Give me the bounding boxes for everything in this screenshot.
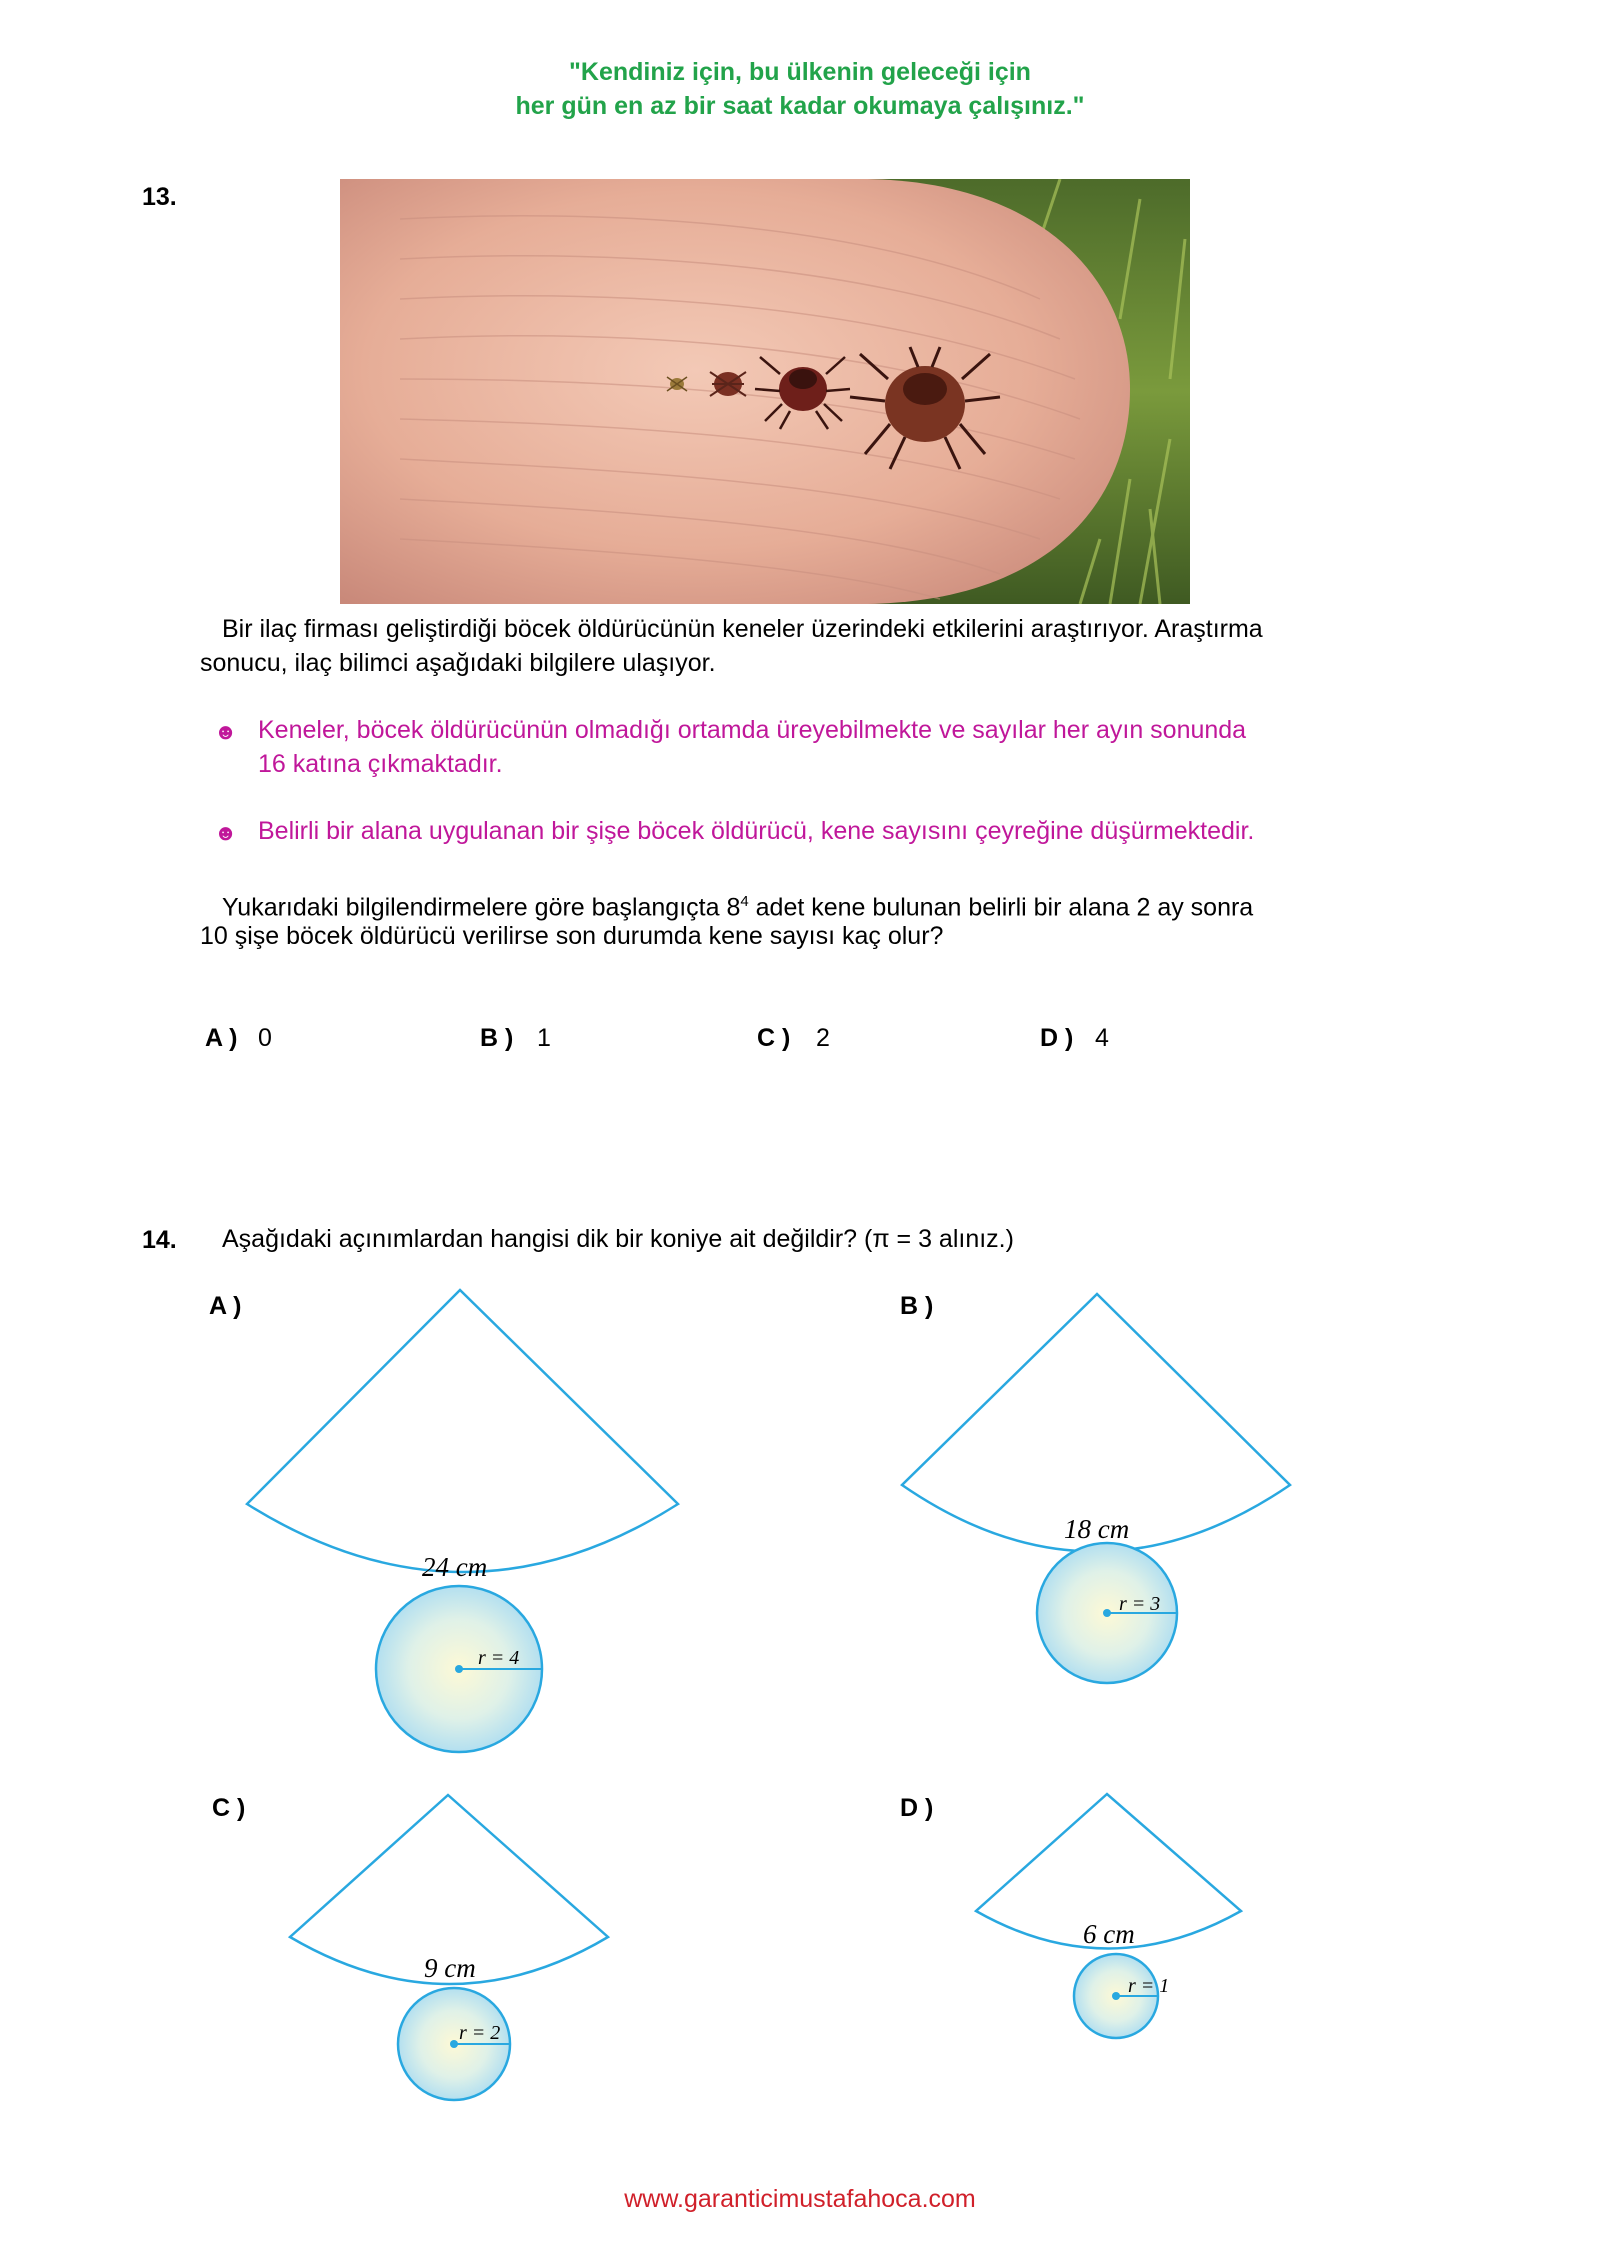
net-a-center-dot (455, 1665, 463, 1673)
motto-line-1: "Kendiniz için, bu ülkenin geleceği için (569, 58, 1031, 86)
net-c-arc-length: 9 cm (424, 1953, 476, 1983)
net-d-center-dot (1112, 1992, 1120, 2000)
net-b-arc-length: 18 cm (1064, 1514, 1130, 1544)
q14-question: Aşağıdaki açınımlardan hangisi dik bir koniye ait değildir? (π = 3 alınız.) (222, 1225, 1014, 1253)
q13-intro-line-2: sonucu, ilaç bilimci aşağıdaki bilgilere ulaşıyor. (200, 649, 716, 677)
figure-a-label[interactable]: A ) (209, 1292, 242, 1320)
net-a[interactable] (247, 1290, 678, 1752)
net-c-radius-text: r = 2 (459, 2022, 501, 2044)
footer-website-link[interactable]: www.garanticimustafahoca.com (624, 2185, 976, 2213)
option-c-value[interactable]: 2 (816, 1024, 830, 1052)
question-13-number: 13. (142, 183, 177, 211)
net-d[interactable] (976, 1794, 1241, 2038)
option-b-label[interactable]: B ) (480, 1024, 514, 1052)
option-d-value[interactable]: 4 (1095, 1024, 1109, 1052)
net-d-arc-length: 6 cm (1083, 1919, 1135, 1949)
option-a-label[interactable]: A ) (205, 1024, 238, 1052)
figure-d-label[interactable]: D ) (900, 1794, 934, 1822)
net-b-center-dot (1103, 1609, 1111, 1617)
option-b-value[interactable]: 1 (537, 1024, 551, 1052)
smiley-icon: ☻ (214, 719, 238, 744)
q13-bullet-1-line-2: 16 katına çıkmaktadır. (258, 750, 503, 778)
net-a-sector (247, 1290, 678, 1572)
net-a-arc-length: 24 cm (422, 1552, 488, 1582)
net-b[interactable] (902, 1294, 1290, 1683)
net-c[interactable] (290, 1795, 608, 2100)
figure-c-label[interactable]: C ) (212, 1794, 246, 1822)
net-b-radius-text: r = 3 (1119, 1593, 1161, 1615)
net-b-sector (902, 1294, 1290, 1552)
net-d-radius-text: r = 1 (1128, 1975, 1170, 1997)
motto-line-2: her gün en az bir saat kadar okumaya çalışınız." (515, 92, 1085, 120)
option-c-label[interactable]: C ) (757, 1024, 791, 1052)
option-a-value[interactable]: 0 (258, 1024, 272, 1052)
question-14-number: 14. (142, 1226, 177, 1254)
q13-bullet-1-line-1: Keneler, böcek öldürücünün olmadığı ortamda üreyebilmekte ve sayılar her ayın sonunda (258, 716, 1247, 744)
net-c-center-dot (450, 2040, 458, 2048)
option-d-label[interactable]: D ) (1040, 1024, 1074, 1052)
exponent: 4 (740, 893, 749, 910)
figure-b-label[interactable]: B ) (900, 1292, 934, 1320)
smiley-icon: ☻ (214, 820, 238, 845)
q13-question-line-2: 10 şişe böcek öldürücü verilirse son durumda kene sayısı kaç olur? (200, 922, 944, 950)
q13-question-line-1: Yukarıdaki bilgilendirmelere göre başlangıçta $8^4$ adet kene bulunan belirli bir alana 2 ay sonra (222, 893, 1254, 922)
q13-bullet-2: Belirli bir alana uygulanan bir şişe böcek öldürücü, kene sayısını çeyreğine düşürmektedir. (258, 817, 1255, 845)
net-a-radius-text: r = 4 (478, 1647, 520, 1669)
q13-intro-line-1: Bir ilaç firması geliştirdiği böcek öldürücünün keneler üzerindeki etkilerini araştırıyor. Araştırma (222, 615, 1263, 643)
